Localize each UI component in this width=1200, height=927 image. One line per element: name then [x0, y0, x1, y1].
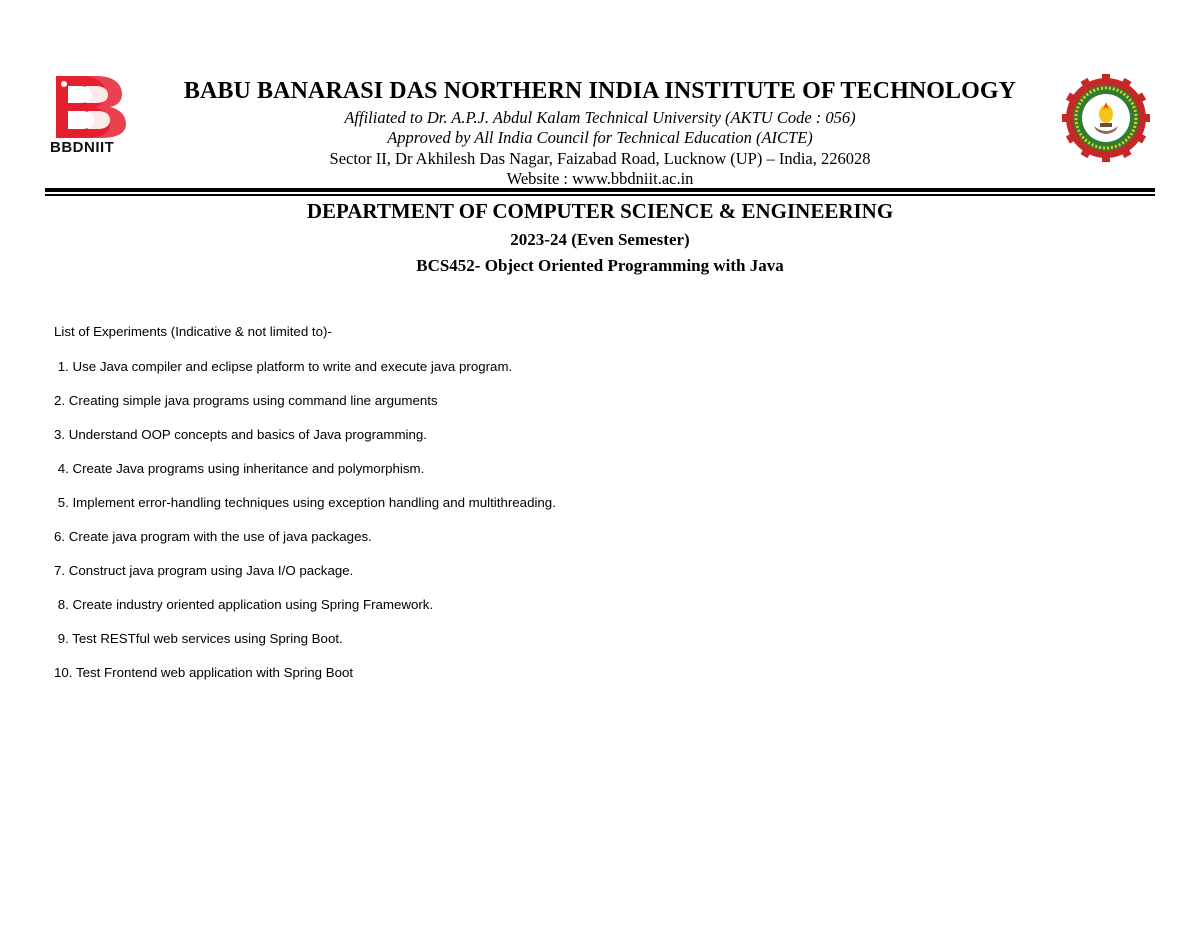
experiment-list-heading: List of Experiments (Indicative & not limited to)- [54, 324, 332, 339]
list-item: 3. Understand OOP concepts and basics of Java programming. [54, 427, 428, 442]
list-item: 9. Test RESTful web services using Spring Boot. [54, 631, 343, 646]
experiment-list [54, 323, 1054, 698]
list-item: 4. Create Java programs using inheritance and polymorphism. [54, 461, 425, 476]
website-text: Website : www.bbdniit.ac.in [506, 169, 694, 188]
bbdniit-logo [50, 72, 130, 162]
list-item: 1. Use Java compiler and eclipse platform to write and execute java program. [54, 359, 513, 374]
list-item: 10. Test Frontend web application with Spring Boot [54, 665, 354, 680]
header-divider-thin [45, 194, 1155, 196]
header-divider-thick [45, 188, 1155, 192]
logo-text: BBDNIIT [50, 139, 115, 156]
approval-text: Approved by All India Council for Technical Education (AICTE) [387, 128, 813, 147]
institute-name: BABU BANARASI DAS NORTHERN INDIA INSTITUTE OF TECHNOLOGY [183, 78, 1017, 104]
address-text: Sector II, Dr Akhilesh Das Nagar, Faizabad Road, Lucknow (UP) – India, 226028 [329, 149, 871, 168]
semester-title: 2023-24 (Even Semester) [510, 230, 690, 249]
list-item: 8. Create industry oriented application using Spring Framework. [54, 597, 434, 612]
university-seal-icon [1062, 74, 1150, 162]
list-item: 5. Implement error-handling techniques using exception handling and multithreading. [54, 495, 556, 510]
list-item: 2. Creating simple java programs using command line arguments [54, 393, 438, 408]
affiliation-text: Affiliated to Dr. A.P.J. Abdul Kalam Technical University (AKTU Code : 056) [344, 108, 856, 127]
list-item: 6. Create java program with the use of java packages. [54, 529, 372, 544]
bbdniit-logo-icon [50, 72, 130, 138]
course-title: BCS452- Object Oriented Programming with Java [416, 256, 784, 275]
list-item: 7. Construct java program using Java I/O package. [54, 563, 354, 578]
department-title: DEPARTMENT OF COMPUTER SCIENCE & ENGINEERING [306, 199, 894, 223]
